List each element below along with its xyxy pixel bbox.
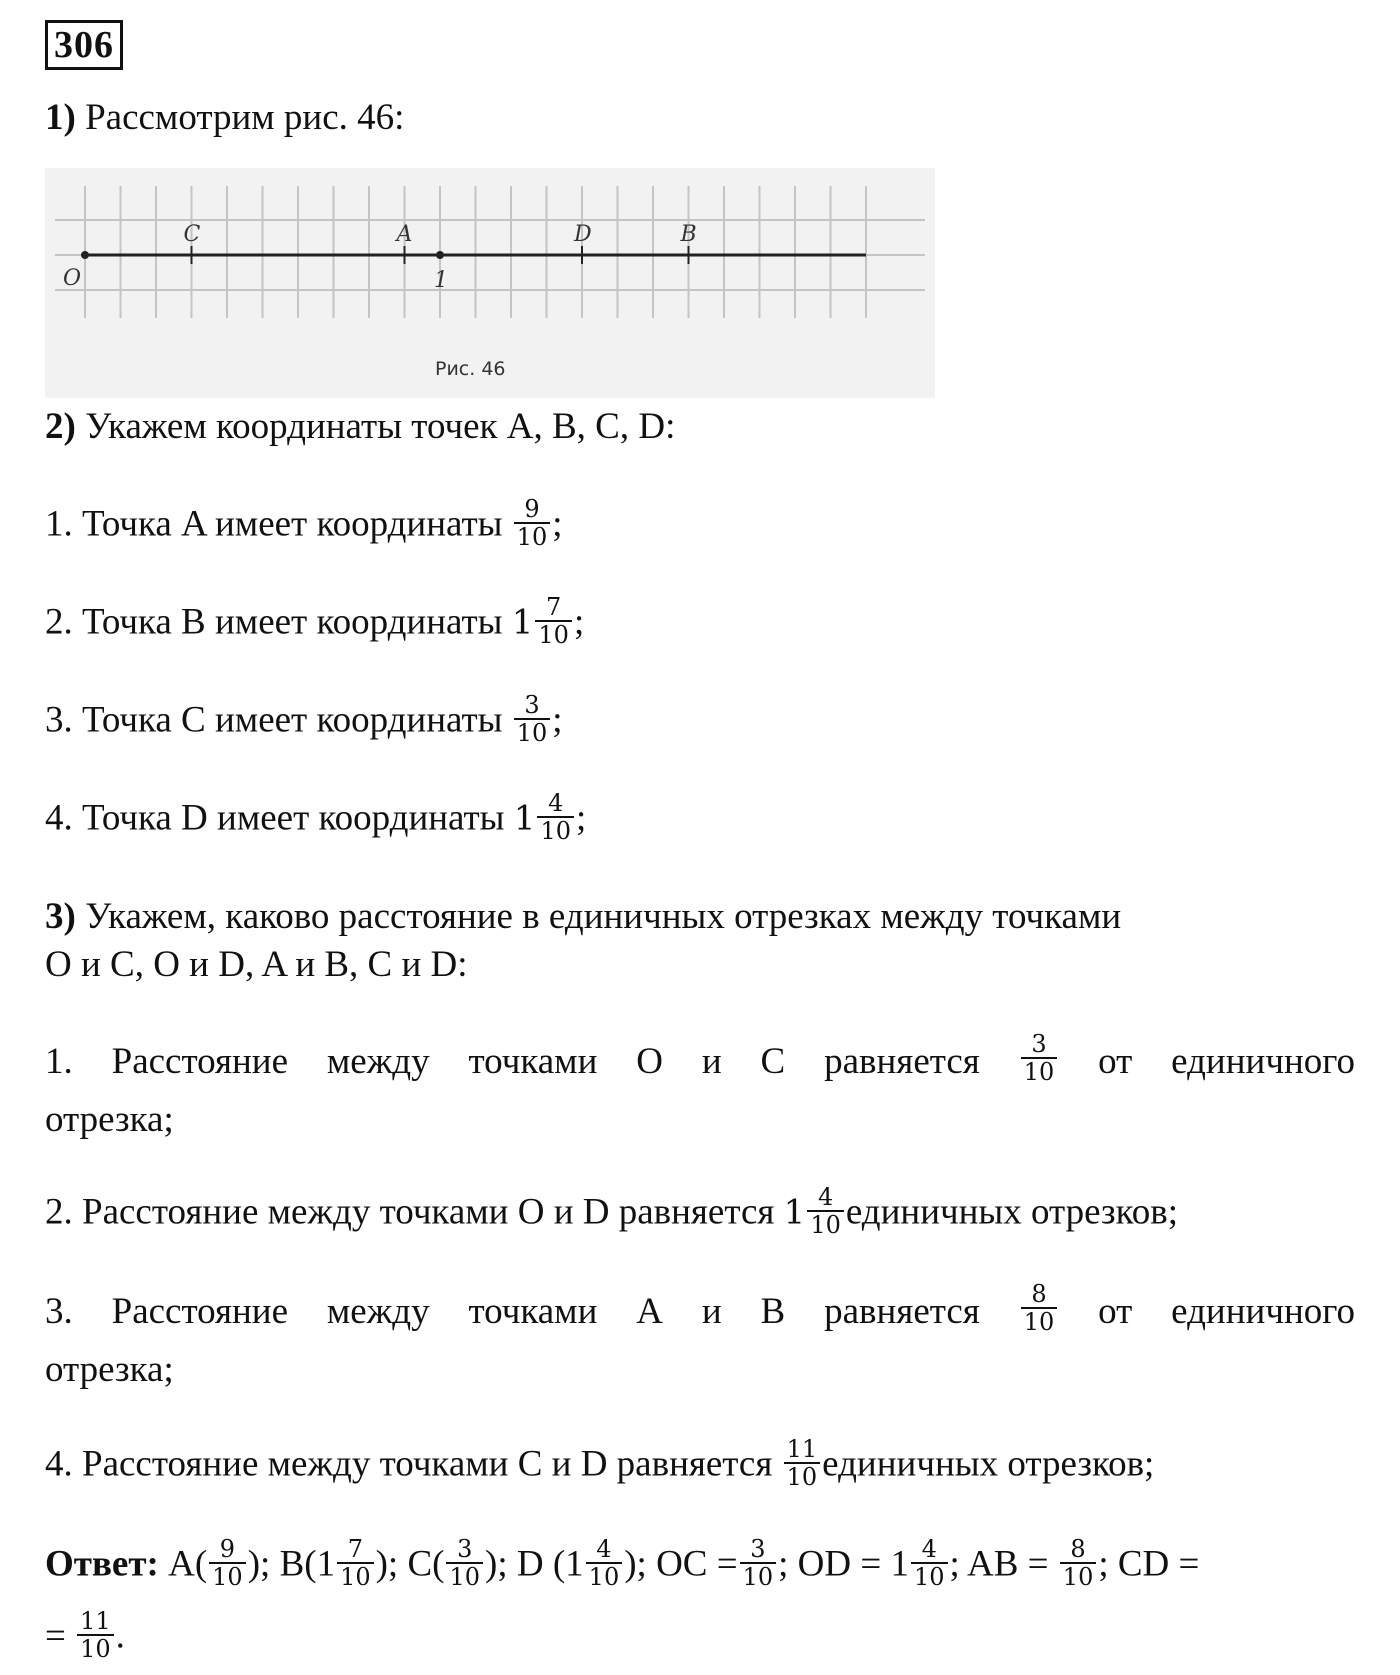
word: от	[1098, 1041, 1133, 1082]
word: от	[1098, 1291, 1133, 1332]
denominator: 10	[784, 1462, 821, 1490]
word: равняется	[824, 1291, 980, 1332]
figure-caption: Рис. 46	[435, 358, 506, 380]
fraction	[784, 1436, 821, 1490]
denominator: 10	[535, 620, 572, 648]
problem-number: 306	[45, 20, 123, 70]
step1-line	[45, 96, 404, 140]
word: A	[636, 1291, 663, 1332]
word: Расстояние	[111, 1291, 288, 1332]
punctuation: ;	[575, 797, 587, 839]
denominator: 10	[1060, 1562, 1097, 1590]
step3-item-3-cont: отрезка;	[45, 1349, 174, 1390]
word: равняется	[824, 1041, 980, 1082]
fraction	[1021, 1031, 1058, 1085]
punctuation: ;	[573, 601, 585, 643]
fraction	[514, 692, 551, 746]
answer-text: ; CD =	[1098, 1543, 1200, 1585]
fraction	[911, 1536, 948, 1590]
point-B-label: B	[680, 222, 697, 247]
point-A-label: A	[396, 222, 413, 247]
fraction	[337, 1536, 374, 1590]
denominator: 10	[446, 1562, 483, 1590]
answer-text: C(	[407, 1543, 445, 1585]
numerator: 4	[548, 789, 564, 817]
fraction	[77, 1608, 114, 1662]
word: C	[760, 1041, 786, 1082]
denominator: 10	[911, 1562, 948, 1590]
word: единичного	[1171, 1291, 1355, 1332]
number-line-figure	[45, 168, 935, 398]
word: единичного	[1171, 1041, 1355, 1082]
item-text: 4. Точка D имеет координаты	[45, 797, 505, 839]
answer-label: Ответ:	[45, 1543, 159, 1585]
fraction	[209, 1536, 246, 1590]
step3-item-1-cont: отрезка;	[45, 1099, 174, 1140]
answer-line	[45, 1535, 1200, 1594]
unit-point	[436, 251, 444, 259]
origin-point	[81, 251, 89, 259]
word: точками	[468, 1291, 598, 1332]
step3-item-1	[45, 1030, 1355, 1089]
fraction	[1021, 1281, 1058, 1335]
origin-label: O	[63, 266, 82, 291]
answer-text: =	[45, 1615, 66, 1657]
numerator: 3	[524, 691, 540, 719]
step3-item-3	[45, 1280, 1355, 1339]
answer-text: OD = 1	[797, 1543, 909, 1585]
point-C-label: C	[183, 222, 201, 247]
numerator: 9	[219, 1535, 236, 1563]
denominator: 10	[586, 1562, 623, 1590]
item-text: 1. Точка A имеет координаты	[45, 503, 503, 545]
numerator: 3	[750, 1535, 766, 1563]
item-text: единичных отрезков;	[822, 1443, 1155, 1485]
denominator: 10	[740, 1562, 777, 1590]
fraction	[1060, 1536, 1097, 1590]
answer-text: OC =	[656, 1543, 738, 1585]
step3-line2: O и C, O и D, A и B, C и D:	[45, 944, 468, 985]
fraction	[514, 496, 551, 550]
step2-item-4	[45, 789, 587, 848]
fraction	[807, 1184, 844, 1238]
step2-item-1	[45, 495, 563, 554]
numerator: 8	[1070, 1535, 1086, 1563]
word: Расстояние	[111, 1041, 288, 1082]
answer-text: ; AB =	[949, 1543, 1049, 1585]
answer-text: );	[624, 1543, 647, 1585]
numerator: 3	[457, 1535, 473, 1563]
unit-label: 1	[434, 268, 448, 293]
fraction	[535, 594, 572, 648]
fraction	[586, 1536, 623, 1590]
step3-text: Укажем, каково расстояние в единичных отрезках между точками	[85, 896, 1122, 937]
answer-text: );	[485, 1543, 508, 1585]
step3-number: 3)	[45, 896, 76, 937]
numerator: 3	[1031, 1030, 1047, 1058]
whole-part: 1	[511, 602, 534, 643]
answer-line-2	[45, 1607, 125, 1666]
punctuation: ;	[552, 503, 563, 545]
denominator: 10	[1021, 1057, 1058, 1085]
word: и	[701, 1291, 722, 1332]
answer-text: ;	[778, 1543, 789, 1585]
numerator: 9	[524, 495, 540, 523]
word: 3.	[45, 1291, 73, 1332]
step3-item-4	[45, 1435, 1155, 1494]
word: между	[326, 1291, 430, 1332]
numerator: 11	[786, 1435, 818, 1463]
fraction	[446, 1536, 483, 1590]
denominator: 10	[807, 1210, 844, 1238]
fraction	[740, 1536, 777, 1590]
item-text: единичных отрезков;	[845, 1191, 1179, 1233]
item-text: 4. Расстояние между точками C и D равняется	[45, 1443, 773, 1485]
word: O	[636, 1041, 663, 1082]
whole-part: 1	[783, 1192, 806, 1233]
denominator: 10	[514, 718, 551, 746]
answer-text: A(	[168, 1543, 208, 1585]
step2-item-3	[45, 691, 563, 750]
fraction	[537, 790, 574, 844]
figure-46	[45, 168, 935, 398]
step2-line	[45, 405, 675, 449]
numerator: 4	[596, 1535, 612, 1563]
point-D-label: D	[574, 222, 592, 247]
answer-text: B(1	[279, 1543, 336, 1585]
word: и	[701, 1041, 722, 1082]
step1-number: 1)	[45, 97, 76, 138]
denominator: 10	[209, 1562, 246, 1590]
item-text: 3. Точка C имеет координаты	[45, 699, 503, 741]
denominator: 10	[1021, 1307, 1058, 1335]
item-text: 2. Расстояние между точками O и D равняется	[45, 1191, 775, 1233]
word: точками	[468, 1041, 598, 1082]
numerator: 4	[817, 1183, 834, 1211]
step2-number: 2)	[45, 406, 76, 447]
numerator: 4	[921, 1535, 937, 1563]
punctuation: ;	[552, 699, 563, 741]
numerator: 8	[1031, 1280, 1047, 1308]
answer-text: .	[115, 1615, 125, 1657]
step2-item-2	[45, 593, 585, 652]
numerator: 7	[546, 593, 562, 621]
answer-text: D (1	[516, 1543, 584, 1585]
denominator: 10	[537, 816, 574, 844]
word: между	[326, 1041, 430, 1082]
denominator: 10	[514, 522, 551, 550]
word: B	[760, 1291, 786, 1332]
numerator: 11	[80, 1607, 111, 1635]
numerator: 7	[347, 1535, 363, 1563]
whole-part: 1	[513, 798, 536, 839]
word: 1.	[45, 1041, 73, 1082]
denominator: 10	[77, 1634, 114, 1662]
denominator: 10	[337, 1562, 374, 1590]
answer-text: );	[247, 1543, 271, 1585]
step2-text: Укажем координаты точек A, B, C, D:	[85, 406, 676, 447]
step3-line1	[45, 895, 1121, 939]
answer-text: );	[375, 1543, 399, 1585]
step3-item-2	[45, 1183, 1179, 1242]
step1-text: Рассмотрим рис. 46:	[85, 97, 405, 138]
item-text: 2. Точка B имеет координаты	[45, 601, 503, 643]
